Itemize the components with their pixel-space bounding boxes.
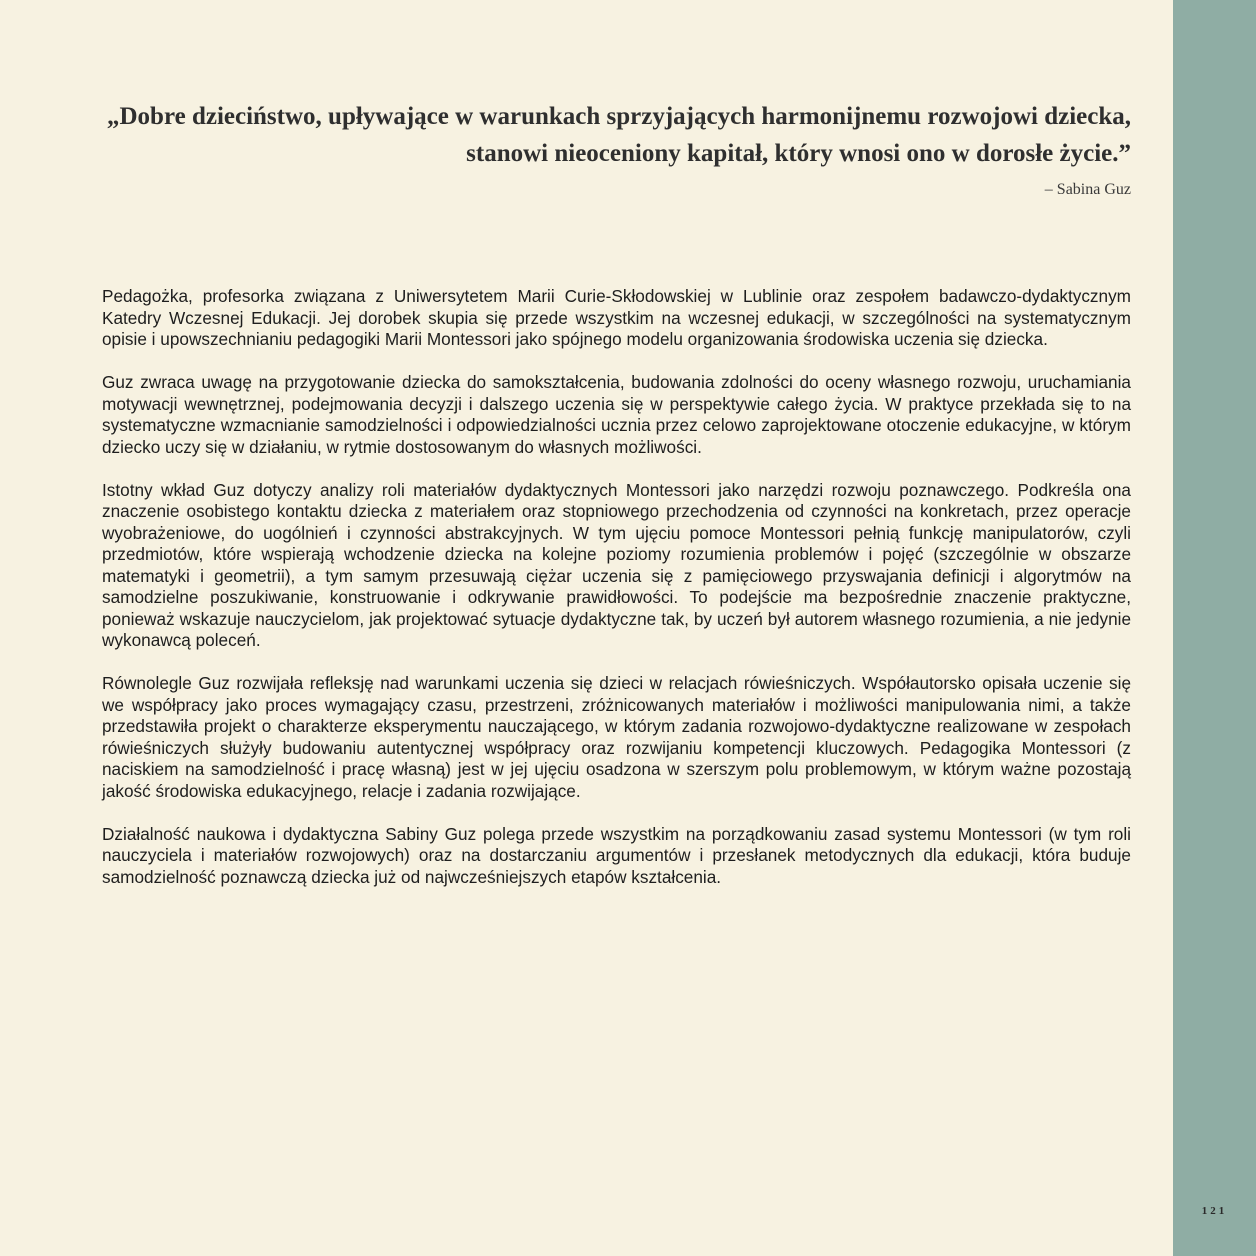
quote-line-2: stanowi nieoceniony kapitał, który wnosi ono w dorosłe życie.”: [466, 140, 1131, 167]
side-band: [1173, 0, 1256, 1256]
paragraph-2: Guz zwraca uwagę na przygotowanie dziecka do samokształcenia, budowania zdolności do oceny własnego rozwoju, uruchamiania motywacji wewnętrznej, podejmowania decyzji i dalszego uczenia się w perspektywie całego życia. W praktyce przekłada się to na systematyczne wzmacnianie samodzielności i odpowiedzialności ucznia przez celowo zaprojektowane otoczenie edukacyjne, w którym dziecko uczy się w działaniu, w rytmie dostosowanym do własnych możliwości.: [102, 372, 1131, 457]
page-number: 121: [1201, 1205, 1228, 1217]
quote-line-1: „Dobre dzieciństwo, upływające w warunkach sprzyjających harmonijnemu rozwojowi dziecka,: [107, 103, 1131, 130]
paragraph-5: Działalność naukowa i dydaktyczna Sabiny Guz polega przede wszystkim na porządkowaniu zasad systemu Montessori (w tym roli nauczyciela i materiałów rozwojowych) oraz na dostarczaniu argumentów i przesłanek metodycznych dla edukacji, która buduje samodzielność poznawczą dziecka już od najwcześniejszych etapów kształcenia.: [102, 823, 1131, 887]
pull-quote: [100, 98, 1131, 172]
paragraph-1: Pedagożka, profesorka związana z Uniwersytetem Marii Curie-Skłodowskiej w Lublinie oraz zespołem badawczo-dydaktycznym Katedry Wczesnej Edukacji. Jej dorobek skupia się przede wszystkim na wczesnej edukacji, w szczególności na systematycznym opisie i upowszechnianiu pedagogiki Marii Montessori jako spójnego modelu organizowania środowiska uczenia się dziecka.: [102, 286, 1131, 349]
body-text: [102, 286, 1131, 910]
paragraph-4: Równolegle Guz rozwijała refleksję nad warunkami uczenia się dzieci w relacjach rówieśniczych. Współautorsko opisała uczenie się we współpracy jako proces wymagający czasu, przestrzeni, zróżnicowanych materiałów i możliwości manipulowania nimi, a także przedstawiła projekt o charakterze eksperymentu nauczającego, w którym zadania rozwojowo-dydaktyczne realizowane w zespołach rówieśniczych służyły budowaniu autentycznej współpracy oraz rozwijaniu kompetencji kluczowych. Pedagogika Montessori (z naciskiem na samodzielność i pracę własną) jest w jej ujęciu osadzona w szerszym polu problemowym, w którym ważne pozostają jakość środowiska edukacyjnego, relacje i zadania rozwijające.: [102, 673, 1131, 801]
quote-attribution: – Sabina Guz: [1044, 181, 1131, 198]
paragraph-3: Istotny wkład Guz dotyczy analizy roli materiałów dydaktycznych Montessori jako narzędzi rozwoju poznawczego. Podkreśla ona znaczenie osobistego kontaktu dziecka z materiałem oraz stopniowego przechodzenia od czynności na konkretach, przez operacje wyobrażeniowe, do uogólnień i czynności abstrakcyjnych. W tym ujęciu pomoce Montessori pełnią funkcję manipulatorów, czyli przedmiotów, które wspierają wchodzenie dziecka na kolejne poziomy rozumienia problemów i pojęć (szczególnie w obszarze matematyki i geometrii), a tym samym przesuwają ciężar uczenia się z pamięciowego przyswajania definicji i algorytmów na samodzielne poszukiwanie, konstruowanie i odkrywanie prawidłowości. To podejście ma bezpośrednie znaczenie praktyczne, ponieważ wskazuje nauczycielom, jak projektować sytuacje dydaktyczne tak, by uczeń był autorem własnego rozumienia, a nie jedynie wykonawcą poleceń.: [102, 479, 1131, 650]
